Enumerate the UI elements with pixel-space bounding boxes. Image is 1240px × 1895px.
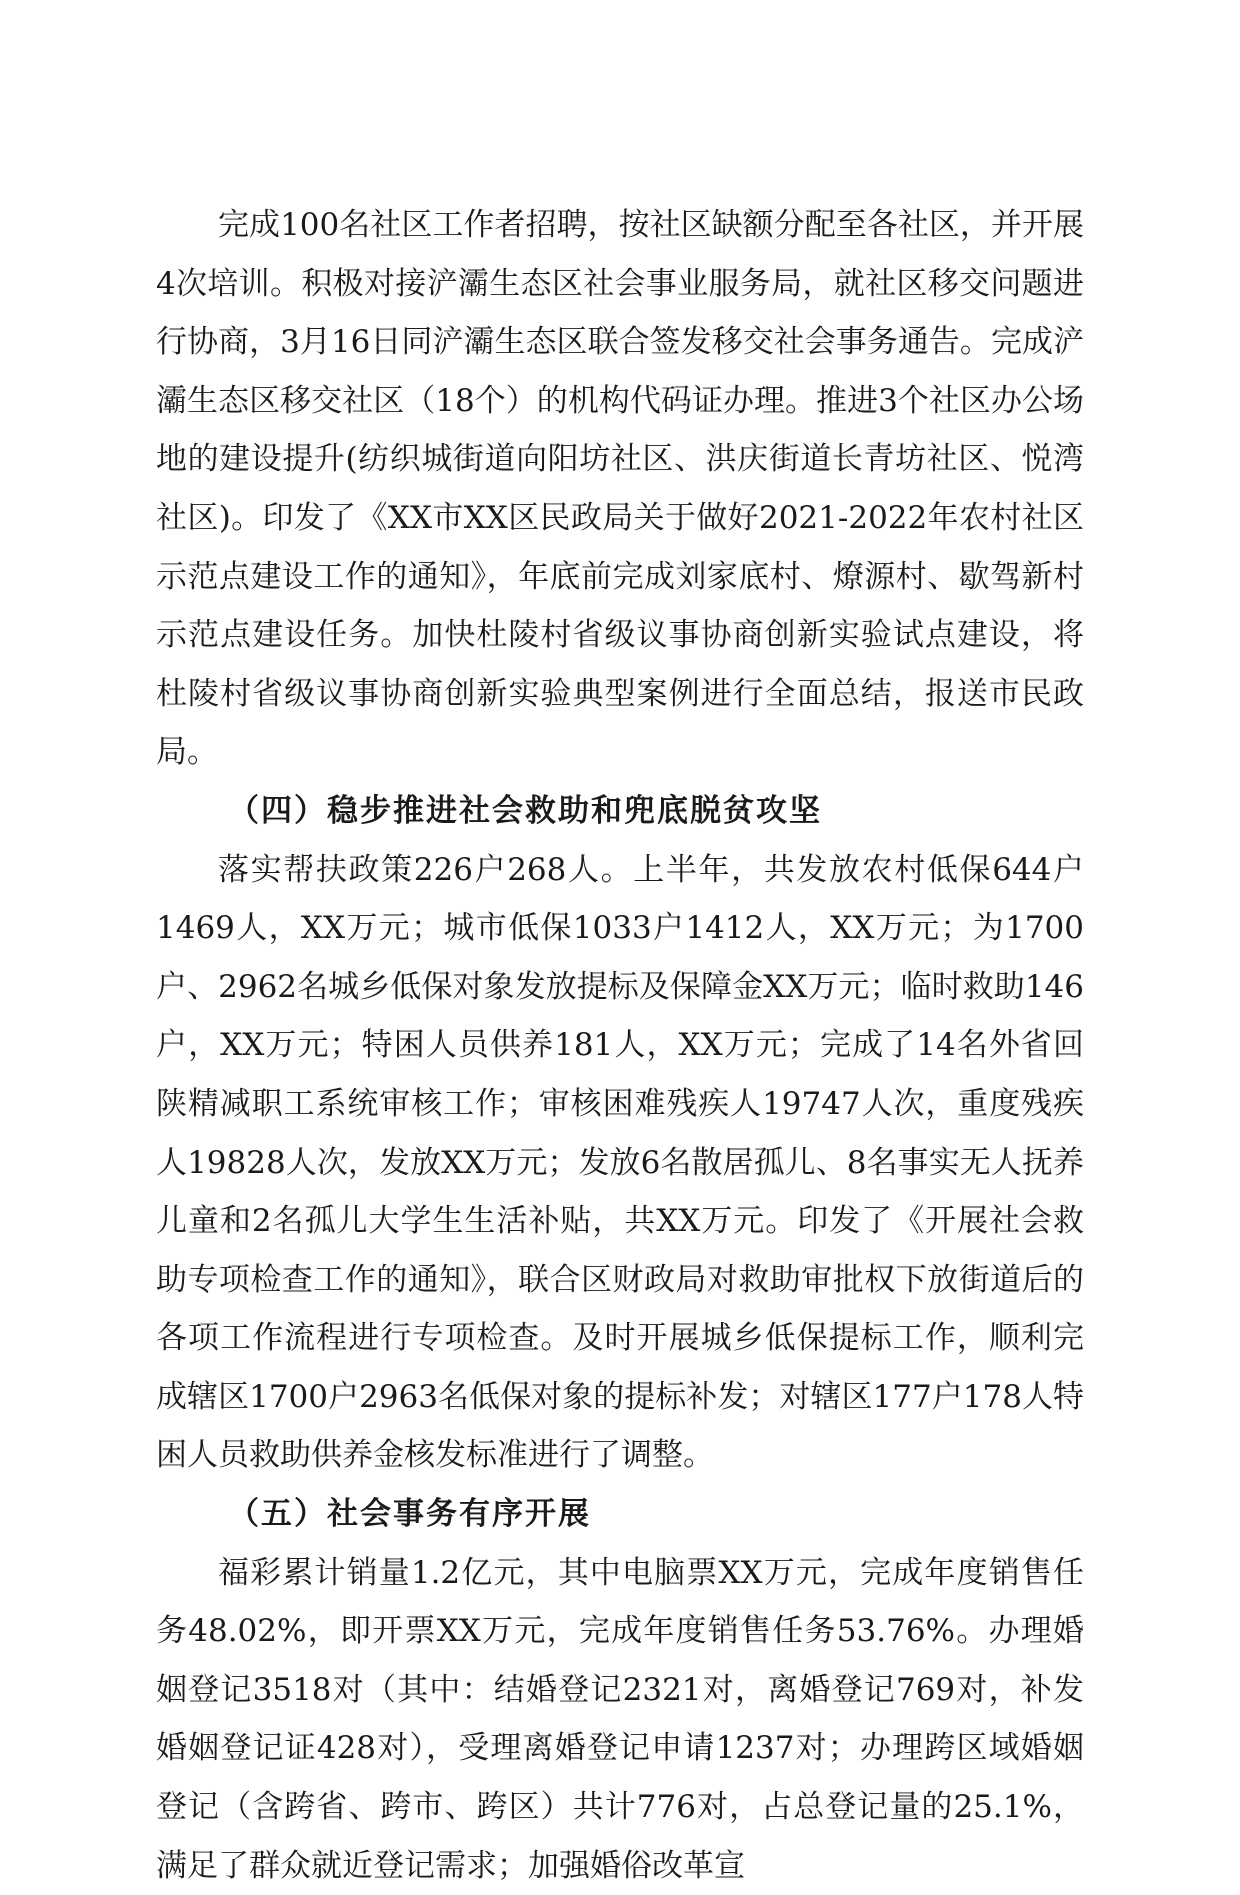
section-heading-social-affairs: （五）社会事务有序开展 — [228, 1496, 591, 1533]
section-heading-social-assistance: （四）稳步推进社会救助和兜底脱贫攻坚 — [228, 792, 822, 829]
paragraph-community-work: 完成100名社区工作者招聘，按社区缺额分配至各社区，并开展4次培训。积极对接浐灞生态区社会事业服务局，就社区移交问题进行协商，3月16日同浐灞生态区联合签发移交社会事务通告。完成浐灞生态区移交社区（18个）的机构代码证办理。推进3个社区办公场地的建设提升(纺织城街道向阳坊社区、洪庆街道长青坊社区、悦湾社区)。印发了《XX市XX区民政局关于做好2021-2022年农村社区示范点建设工作的通知》，年底前完成刘家底村、燎源村、歇驾新村示范点建设任务。加快杜陵村省级议事协商创新实验试点建设，将杜陵村省级议事协商创新实验典型案例进行全面总结，报送市民政局。 — [156, 207, 1084, 771]
paragraph-social-affairs: 福彩累计销量1.2亿元，其中电脑票XX万元，完成年度销售任务48.02%，即开票XX万元，完成年度销售任务53.76%。办理婚姻登记3518对（其中：结婚登记2321对，离婚登记769对，补发婚姻登记证428对），受理离婚登记申请1237对；办理跨区域婚姻登记（含跨省、跨市、跨区）共计776对，占总登记量的25.1%，满足了群众就近登记需求；加强婚俗改革宣 — [156, 1554, 1084, 1884]
paragraph-social-assistance: 落实帮扶政策226户268人。上半年，共发放农村低保644户1469人，XX万元；城市低保1033户1412人，XX万元；为1700户、2962名城乡低保对象发放提标及保障金XX万元；临时救助146户，XX万元；特困人员供养181人，XX万元；完成了14名外省回陕精减职工系统审核工作；审核困难残疾人19747人次，重度残疾人19828人次，发放XX万元；发放6名散居孤儿、8名事实无人抚养儿童和2名孤儿大学生生活补贴，共XX万元。印发了《开展社会救助专项检查工作的通知》，联合区财政局对救助审批权下放街道后的各项工作流程进行专项检查。及时开展城乡低保提标工作，顺利完成辖区1700户2963名低保对象的提标补发；对辖区177户178人特困人员救助供养金核发标准进行了调整。 — [156, 851, 1084, 1474]
document-body — [156, 196, 1084, 1895]
